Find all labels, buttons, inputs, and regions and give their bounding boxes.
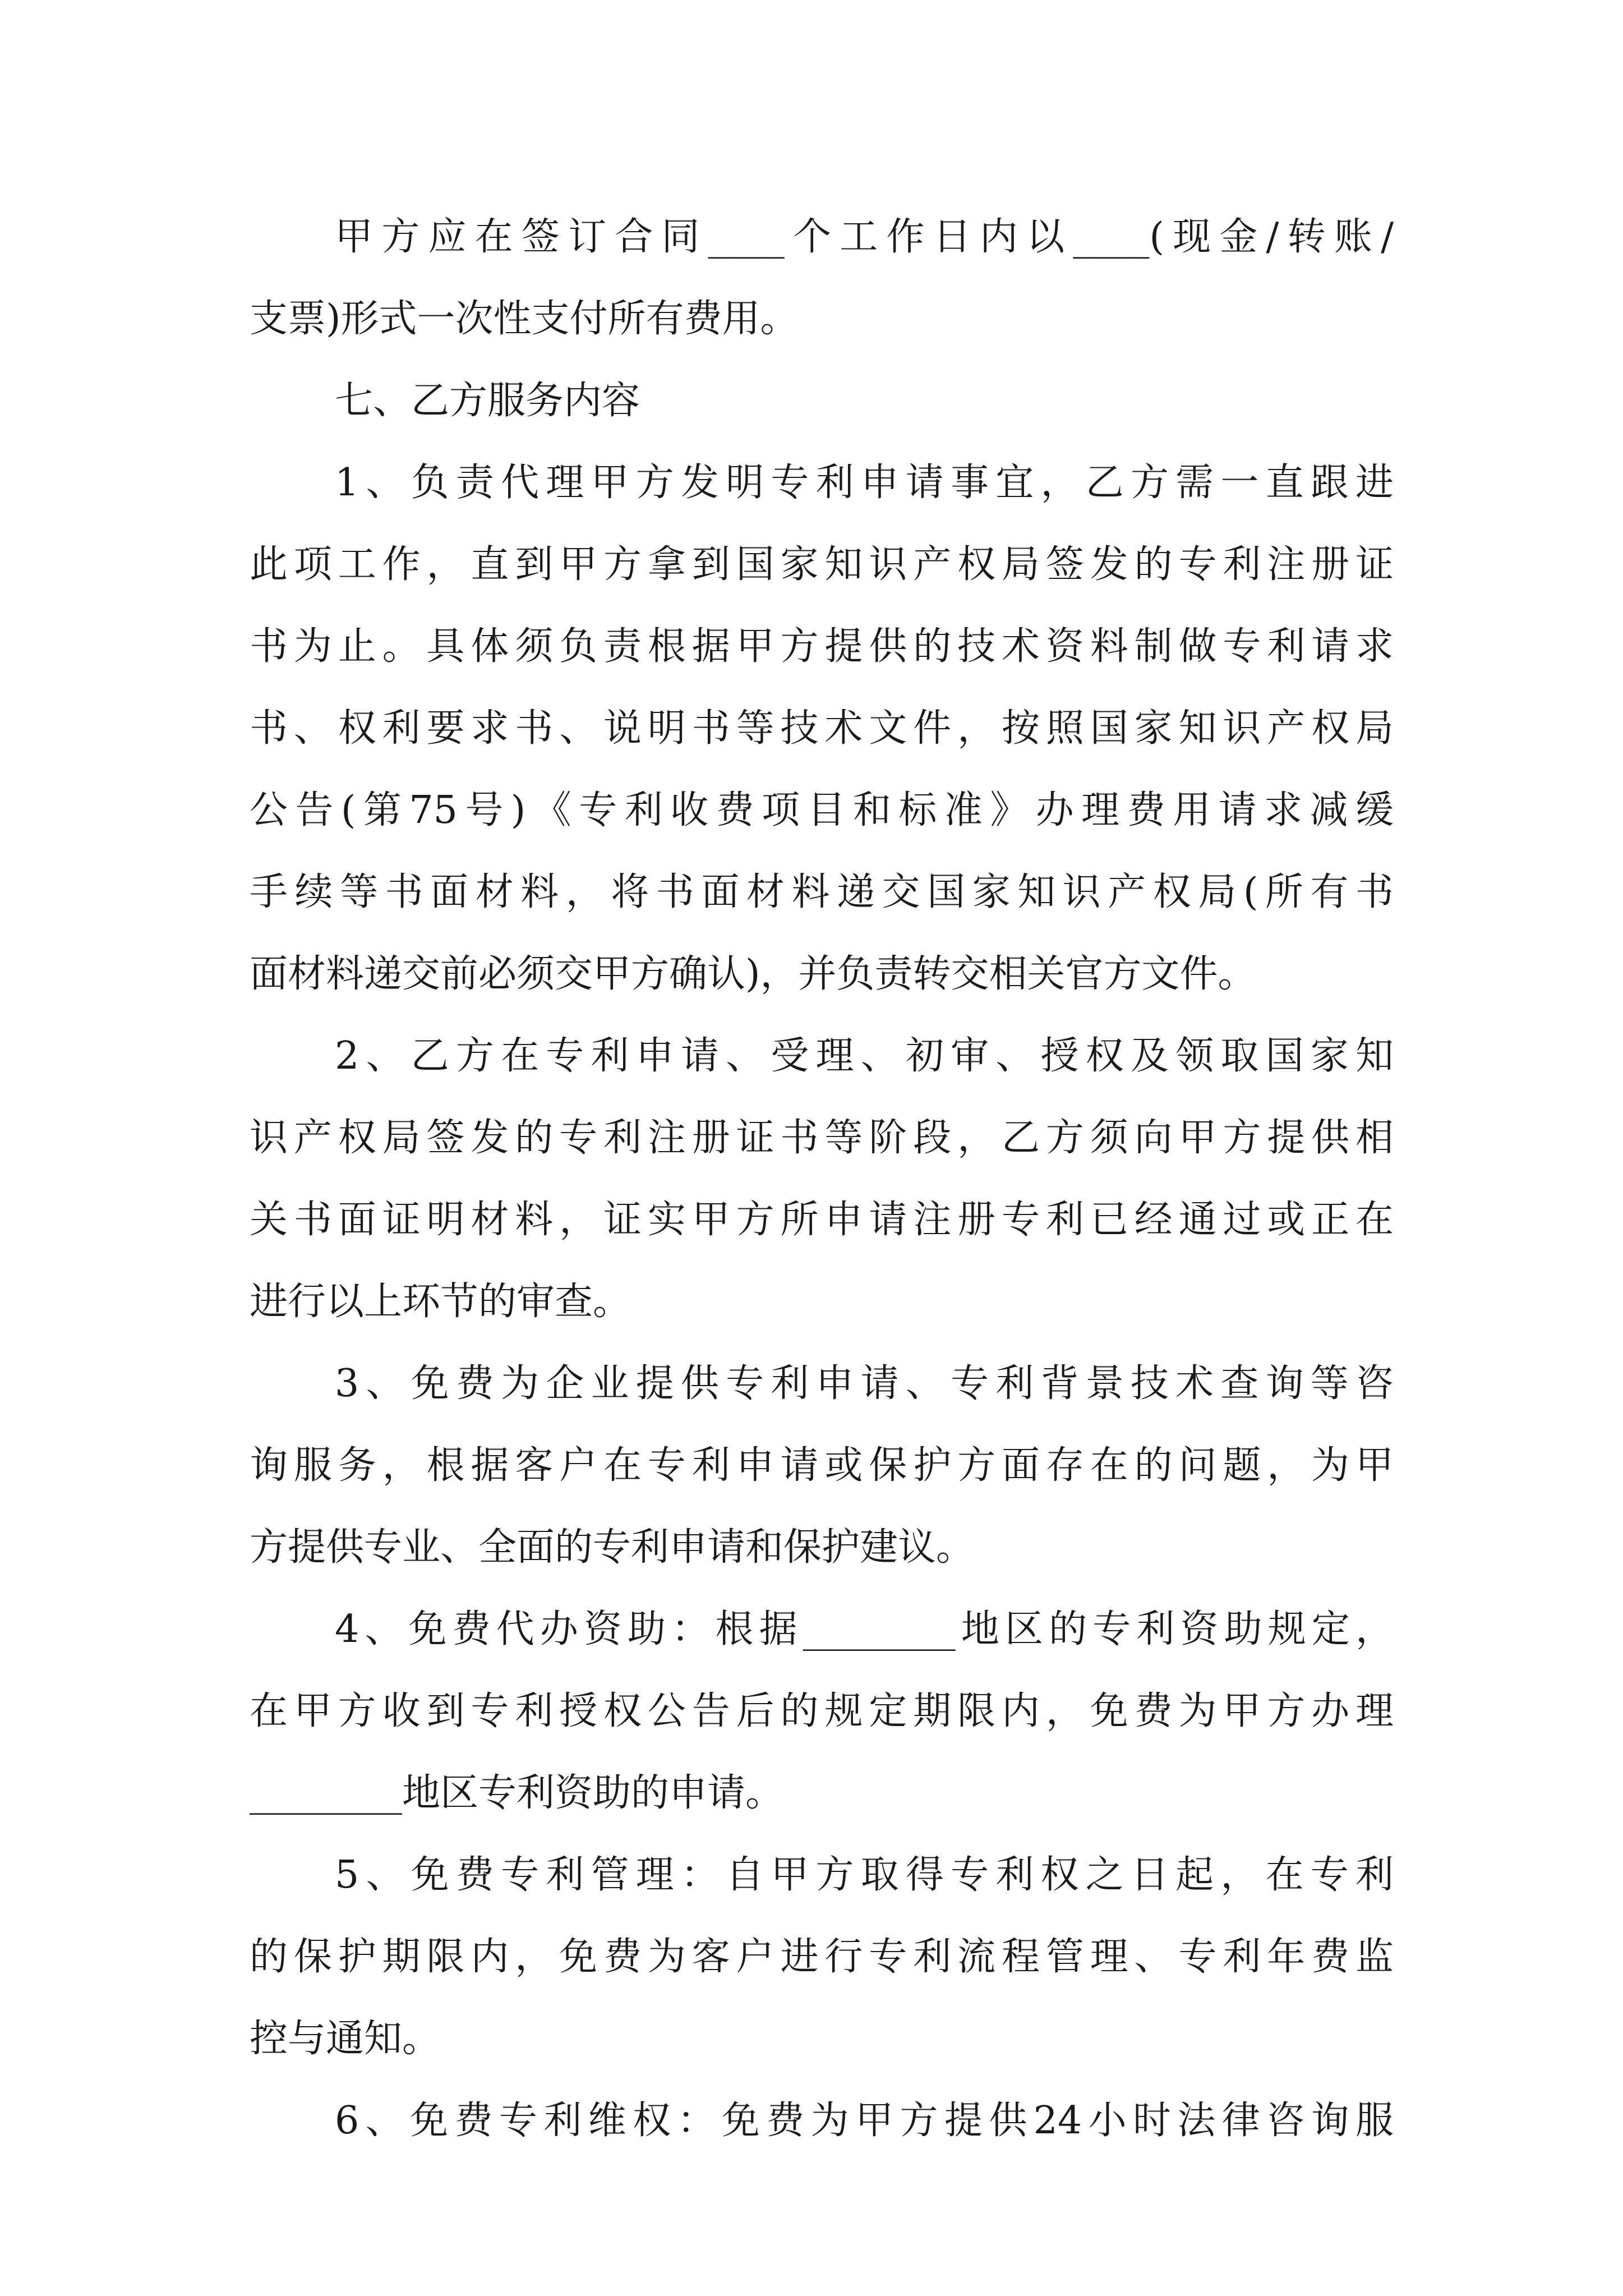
paragraph-item-5 (250, 1834, 1394, 2080)
document-page (250, 196, 1394, 2162)
text-line: 1、负责代理甲方发明专利申请事宜，乙方需一直跟进 (335, 461, 1394, 505)
paragraph-item-6 (250, 2080, 1394, 2162)
paragraph-item-2 (250, 1015, 1394, 1343)
text-line: 控与通知。 (250, 2017, 441, 2061)
text-line: 甲方应在签订合同____个工作日内以____(现金/转账/ (335, 215, 1394, 259)
text-line: 公告(第75号)《专利收费项目和标准》办理费用请求减缓 (250, 788, 1394, 832)
text-line: 6、免费专利维权：免费为甲方提供24小时法律咨询服 (335, 2099, 1394, 2143)
section-heading (250, 360, 1394, 442)
text-line: 此项工作，直到甲方拿到国家知识产权局签发的专利注册证 (250, 542, 1394, 587)
text-line: 2、乙方在专利申请、受理、初审、授权及领取国家知 (335, 1034, 1394, 1078)
text-line: 3、免费为企业提供专利申请、专利背景技术查询等咨 (335, 1361, 1394, 1406)
text-line: 支票)形式一次性支付所有费用。 (250, 297, 799, 341)
paragraph-item-4 (250, 1589, 1394, 1834)
text-line: 书为止。具体须负责根据甲方提供的技术资料制做专利请求 (250, 624, 1394, 669)
heading-text: 七、乙方服务内容 (335, 379, 640, 423)
paragraph-payment-terms (250, 196, 1394, 360)
text-line: 询服务，根据客户在专利申请或保护方面存在的问题，为甲 (250, 1443, 1394, 1488)
text-line: 识产权局签发的专利注册证书等阶段，乙方须向甲方提供相 (250, 1116, 1394, 1160)
text-line: 方提供专业、全面的专利申请和保护建议。 (250, 1525, 975, 1570)
text-line: 在甲方收到专利授权公告后的规定期限内，免费为甲方办理 (250, 1689, 1394, 1733)
text-line: 4、免费代办资助：根据________地区的专利资助规定， (335, 1607, 1394, 1651)
text-line: 的保护期限内，免费为客户进行专利流程管理、专利年费监 (250, 1935, 1394, 1979)
text-line: 5、免费专利管理：自甲方取得专利权之日起，在专利 (335, 1853, 1394, 1897)
text-line: 手续等书面材料，将书面材料递交国家知识产权局(所有书 (250, 870, 1394, 914)
text-line: 关书面证明材料，证实甲方所申请注册专利已经通过或正在 (250, 1198, 1394, 1242)
text-line: 面材料递交前必须交甲方确认)，并负责转交相关官方文件。 (250, 952, 1256, 996)
text-line: 进行以上环节的审查。 (250, 1280, 631, 1324)
text-line: 书、权利要求书、说明书等技术文件，按照国家知识产权局 (250, 706, 1394, 751)
text-line: ________地区专利资助的申请。 (250, 1771, 784, 1815)
paragraph-item-1 (250, 442, 1394, 1015)
paragraph-item-3 (250, 1343, 1394, 1589)
